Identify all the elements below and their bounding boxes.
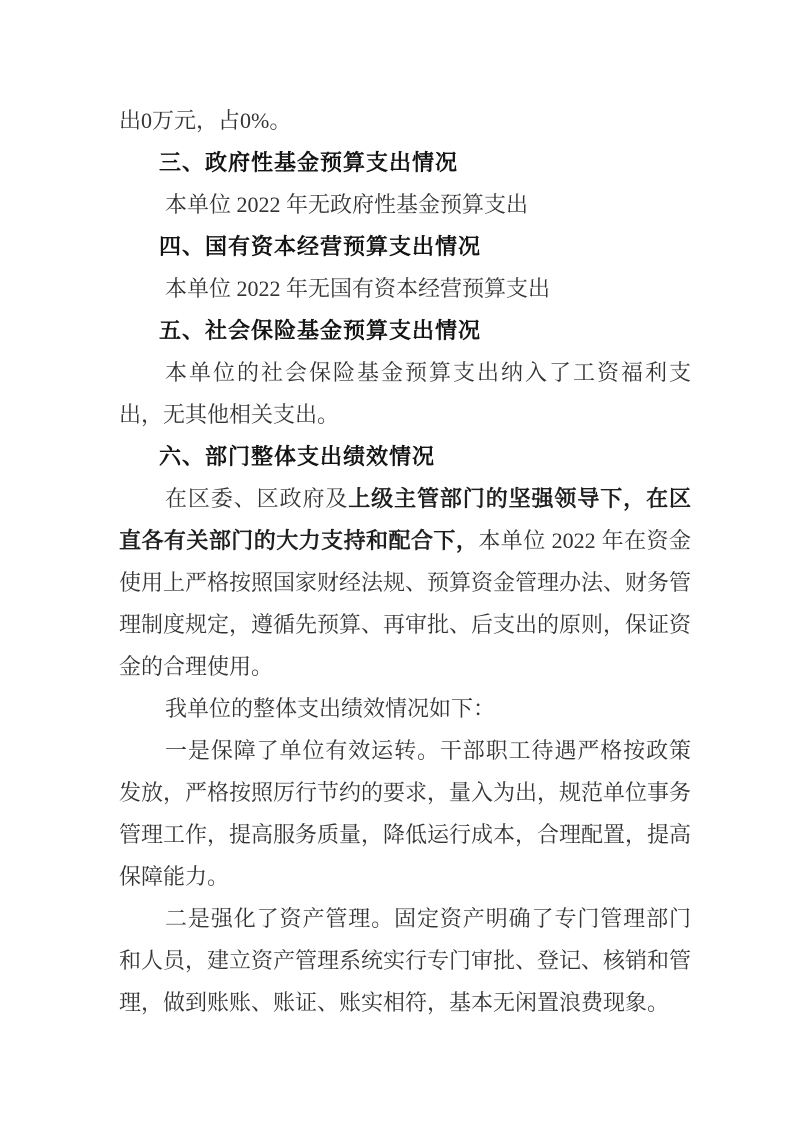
body-text-segment: 在区委、区政府及: [165, 486, 349, 511]
paragraph-performance-intro: 我单位的整体支出绩效情况如下：: [165, 696, 496, 721]
heading-section-6-overall-expenditure-performance: 六、部门整体支出绩效情况: [159, 444, 436, 469]
heading-section-3-government-fund-budget: 三、政府性基金预算支出情况: [159, 150, 459, 175]
body-text-segment: 本单位 2022 年在资金使用上严格按照国家财经法规、预算资金管理办法、财务管理制度规定，遵循先预算、再审批、后支出的原则，保证资金的合理使用。: [119, 528, 692, 679]
heading-section-4-state-capital-budget: 四、国有资本经营预算支出情况: [159, 234, 482, 259]
paragraph-fund-usage-compliance: [119, 478, 691, 688]
heading-section-5-social-insurance-fund-budget: 五、社会保险基金预算支出情况: [159, 318, 482, 343]
paragraph-point-1-effective-operation: 一是保障了单位有效运转。干部职工待遇严格按政策发放，严格按照厉行节约的要求，量入为出，规范单位事务管理工作，提高服务质量，降低运行成本，合理配置，提高保障能力。: [119, 738, 692, 889]
paragraph-no-government-fund-budget: 本单位 2022 年无政府性基金预算支出: [165, 192, 529, 217]
paragraph-continuation-other-expenditure: 出0万元，占0%。: [119, 108, 292, 133]
paragraph-social-insurance-included-in-wages: 本单位的社会保险基金预算支出纳入了工资福利支出，无其他相关支出。: [119, 360, 691, 427]
emphasized-text-segment: 上级主管部门的坚强领导下，在区直各有关部门的大力支持和配合下，: [119, 486, 691, 553]
paragraph-no-state-capital-budget: 本单位 2022 年无国有资本经营预算支出: [165, 276, 551, 301]
document-text-area: [119, 100, 691, 1024]
paragraph-point-2-asset-management: 二是强化了资产管理。固定资产明确了专门管理部门和人员，建立资产管理系统实行专门审批、登记、核销和管理，做到账账、账证、账实相符，基本无闲置浪费现象。: [119, 906, 692, 1015]
